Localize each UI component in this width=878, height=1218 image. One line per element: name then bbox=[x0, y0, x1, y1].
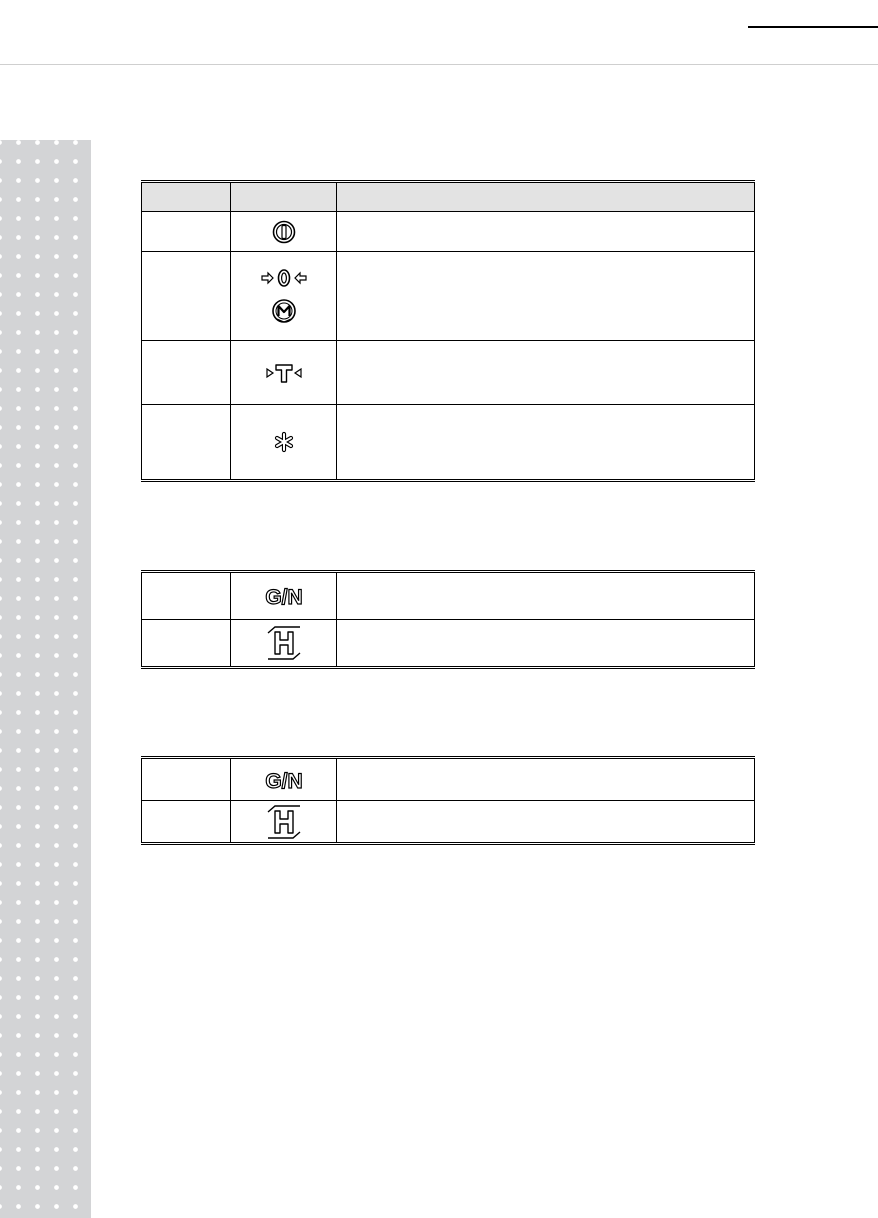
asterisk-icon bbox=[273, 431, 295, 453]
symbol-cell bbox=[231, 620, 337, 668]
symbol-cell bbox=[231, 212, 337, 252]
table-row bbox=[142, 758, 755, 801]
name-cell bbox=[142, 252, 231, 341]
description-cell bbox=[337, 620, 755, 668]
side-dot-strip bbox=[0, 140, 91, 1218]
symbol-cell bbox=[231, 341, 337, 405]
table-row bbox=[142, 252, 755, 341]
svg-text:G/N: G/N bbox=[264, 769, 303, 793]
zero-icon bbox=[260, 268, 308, 288]
header-cell bbox=[142, 182, 231, 212]
header-cell bbox=[231, 182, 337, 212]
top-corner-mark bbox=[748, 0, 878, 28]
symbol-cell bbox=[231, 758, 337, 801]
symbol-cell bbox=[231, 252, 337, 341]
power-icon bbox=[272, 220, 296, 244]
description-cell bbox=[337, 572, 755, 620]
hold-icon bbox=[264, 803, 304, 841]
symbol-cell bbox=[231, 801, 337, 844]
name-cell bbox=[142, 341, 231, 405]
symbol-cell bbox=[231, 405, 337, 481]
description-cell bbox=[337, 758, 755, 801]
header-cell bbox=[337, 182, 755, 212]
description-cell bbox=[337, 801, 755, 844]
table-row bbox=[142, 801, 755, 844]
name-cell bbox=[142, 212, 231, 252]
name-cell bbox=[142, 620, 231, 668]
gross-net-icon bbox=[254, 767, 314, 793]
gross-net-icon bbox=[254, 583, 314, 609]
name-cell bbox=[142, 801, 231, 844]
symbol-table-1 bbox=[141, 180, 755, 482]
table-row bbox=[142, 572, 755, 620]
table-row bbox=[142, 405, 755, 481]
description-cell bbox=[337, 405, 755, 481]
table-row bbox=[142, 620, 755, 668]
description-cell bbox=[337, 341, 755, 405]
table-row bbox=[142, 341, 755, 405]
name-cell bbox=[142, 758, 231, 801]
symbol-table-2 bbox=[141, 570, 755, 669]
motion-icon bbox=[271, 298, 297, 324]
description-cell bbox=[337, 212, 755, 252]
description-cell bbox=[337, 252, 755, 341]
table-row bbox=[142, 212, 755, 252]
tare-icon bbox=[264, 362, 304, 384]
svg-text:G/N: G/N bbox=[264, 586, 303, 609]
top-header-rule bbox=[0, 0, 878, 65]
hold-icon bbox=[264, 624, 304, 662]
table-header-row bbox=[142, 182, 755, 212]
symbol-cell bbox=[231, 572, 337, 620]
name-cell bbox=[142, 405, 231, 481]
name-cell bbox=[142, 572, 231, 620]
symbol-table-3 bbox=[141, 756, 755, 845]
